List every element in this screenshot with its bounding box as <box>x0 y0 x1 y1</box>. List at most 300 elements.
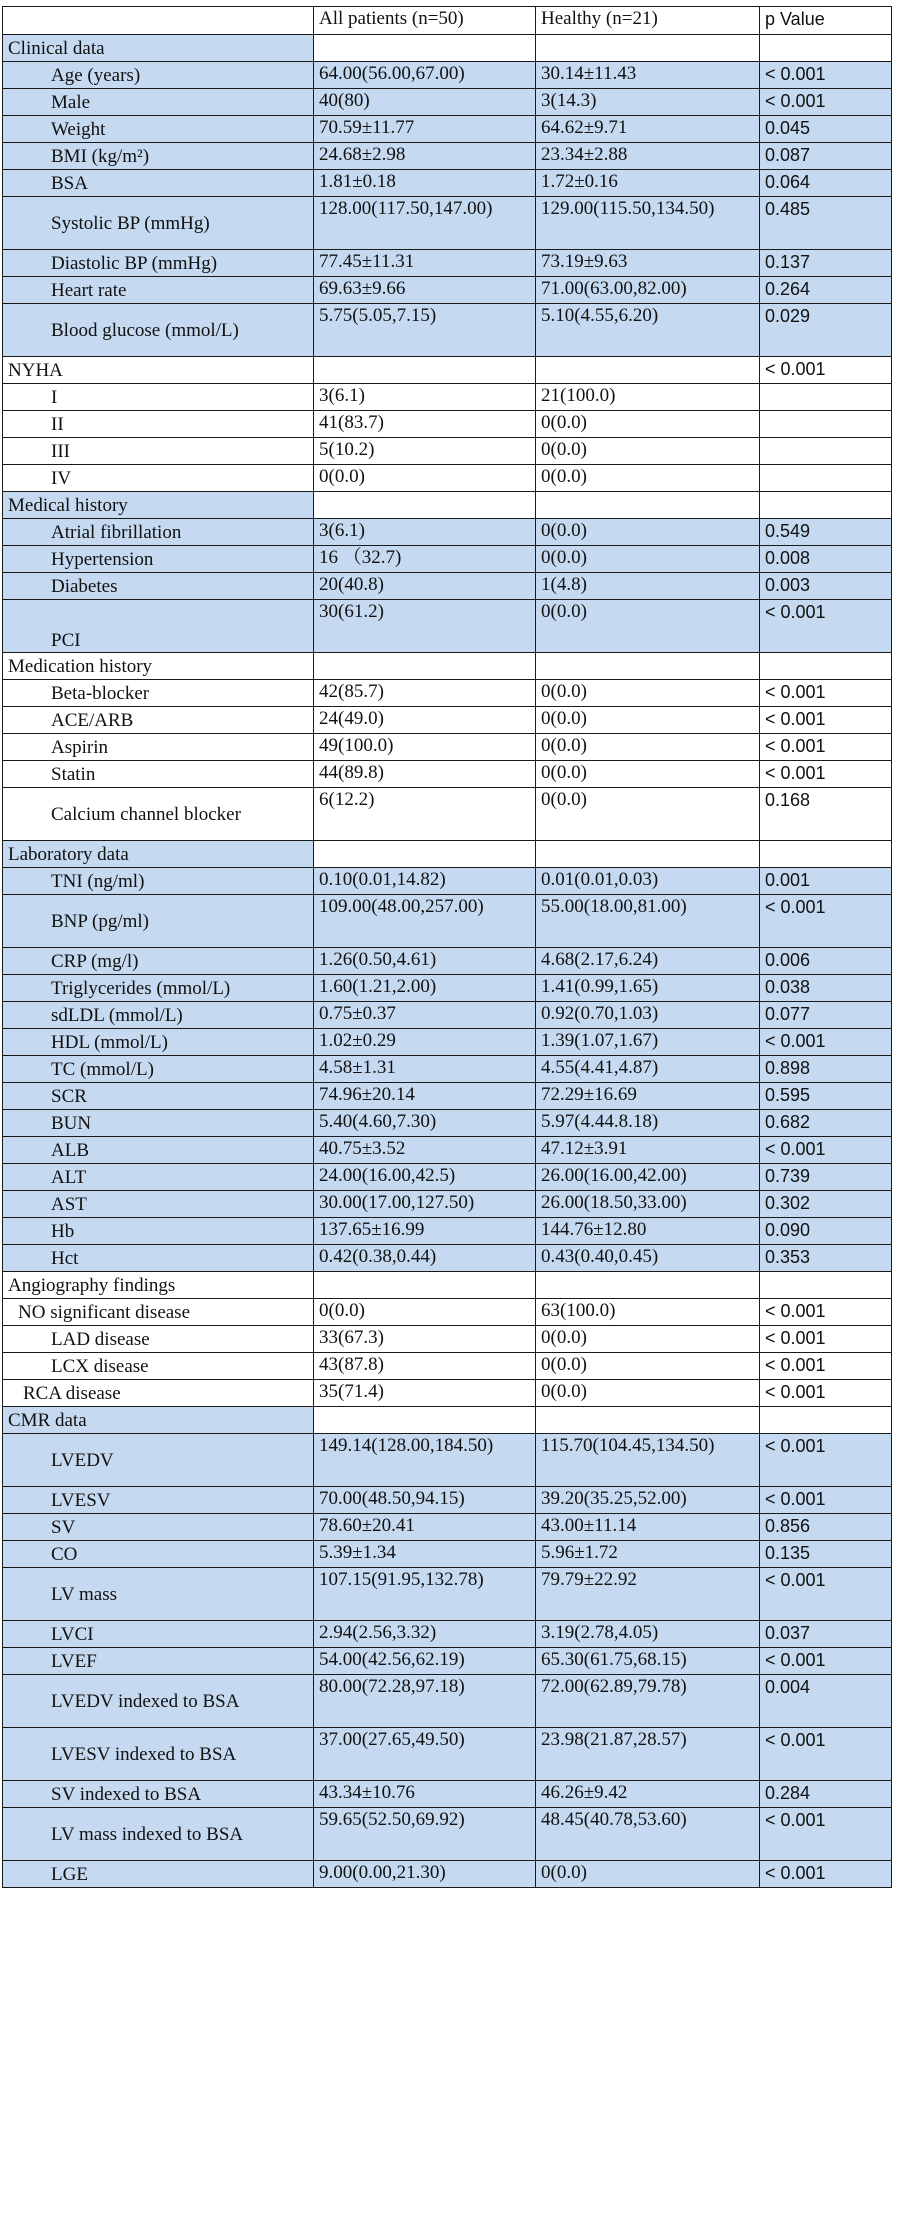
table-row <box>3 1861 892 1888</box>
p-value-cell: 0.064 <box>760 170 892 197</box>
row-label: LV mass indexed to BSA <box>3 1808 314 1861</box>
all-patients-cell <box>314 357 536 384</box>
p-value-cell: < 0.001 <box>760 1487 892 1514</box>
section-row <box>3 653 892 680</box>
all-patients-cell: 109.00(48.00,257.00) <box>314 895 536 948</box>
row-label: ACE/ARB <box>3 707 314 734</box>
table-row <box>3 1781 892 1808</box>
healthy-cell: 1.41(0.99,1.65) <box>536 975 760 1002</box>
healthy-cell: 30.14±11.43 <box>536 62 760 89</box>
row-label: BMI (kg/m²) <box>3 143 314 170</box>
healthy-cell: 55.00(18.00,81.00) <box>536 895 760 948</box>
healthy-cell: 0(0.0) <box>536 1380 760 1407</box>
row-label: LVEF <box>3 1648 314 1675</box>
all-patients-cell: 49(100.0) <box>314 734 536 761</box>
row-label: Beta-blocker <box>3 680 314 707</box>
all-patients-cell: 70.59±11.77 <box>314 116 536 143</box>
healthy-cell: 23.98(21.87,28.57) <box>536 1728 760 1781</box>
row-label: BNP (pg/ml) <box>3 895 314 948</box>
all-patients-cell: 74.96±20.14 <box>314 1083 536 1110</box>
table-body <box>3 35 892 1888</box>
p-value-cell: 0.137 <box>760 250 892 277</box>
healthy-cell: 47.12±3.91 <box>536 1137 760 1164</box>
healthy-cell: 26.00(18.50,33.00) <box>536 1191 760 1218</box>
table-row <box>3 250 892 277</box>
healthy-cell <box>536 653 760 680</box>
healthy-cell <box>536 492 760 519</box>
p-value-cell: 0.168 <box>760 788 892 841</box>
p-value-cell: < 0.001 <box>760 1353 892 1380</box>
healthy-cell: 0.92(0.70,1.03) <box>536 1002 760 1029</box>
p-value-cell: < 0.001 <box>760 62 892 89</box>
row-label: PCI <box>3 600 314 653</box>
all-patients-cell: 5.40(4.60,7.30) <box>314 1110 536 1137</box>
row-label: Angiography findings <box>3 1272 314 1299</box>
row-label: Medical history <box>3 492 314 519</box>
row-label: LVEDV <box>3 1434 314 1487</box>
table-row <box>3 761 892 788</box>
all-patients-cell: 1.81±0.18 <box>314 170 536 197</box>
healthy-cell <box>536 357 760 384</box>
table-row <box>3 1621 892 1648</box>
p-value-cell: 0.004 <box>760 1675 892 1728</box>
table-row <box>3 1056 892 1083</box>
p-value-cell: 0.003 <box>760 573 892 600</box>
header-p-value: p Value <box>760 7 892 35</box>
healthy-cell: 0(0.0) <box>536 546 760 573</box>
p-value-cell: 0.739 <box>760 1164 892 1191</box>
all-patients-cell: 3(6.1) <box>314 519 536 546</box>
row-label: II <box>3 411 314 438</box>
all-patients-cell: 44(89.8) <box>314 761 536 788</box>
healthy-cell: 0(0.0) <box>536 465 760 492</box>
all-patients-cell: 40(80) <box>314 89 536 116</box>
table-row <box>3 868 892 895</box>
table-row <box>3 1675 892 1728</box>
row-label: Hct <box>3 1245 314 1272</box>
all-patients-cell: 137.65±16.99 <box>314 1218 536 1245</box>
healthy-cell: 72.29±16.69 <box>536 1083 760 1110</box>
table-row <box>3 519 892 546</box>
healthy-cell: 5.10(4.55,6.20) <box>536 304 760 357</box>
healthy-cell: 0(0.0) <box>536 600 760 653</box>
all-patients-cell: 1.26(0.50,4.61) <box>314 948 536 975</box>
all-patients-cell: 1.02±0.29 <box>314 1029 536 1056</box>
healthy-cell: 0(0.0) <box>536 761 760 788</box>
healthy-cell: 144.76±12.80 <box>536 1218 760 1245</box>
header-blank <box>3 7 314 35</box>
row-label: HDL (mmol/L) <box>3 1029 314 1056</box>
p-value-cell <box>760 35 892 62</box>
section-row <box>3 841 892 868</box>
row-label: SV <box>3 1514 314 1541</box>
table-row <box>3 1137 892 1164</box>
all-patients-cell: 0.75±0.37 <box>314 1002 536 1029</box>
p-value-cell: 0.038 <box>760 975 892 1002</box>
healthy-cell: 72.00(62.89,79.78) <box>536 1675 760 1728</box>
p-value-cell <box>760 653 892 680</box>
healthy-cell: 129.00(115.50,134.50) <box>536 197 760 250</box>
row-label: Statin <box>3 761 314 788</box>
row-label: Laboratory data <box>3 841 314 868</box>
row-label: LVESV <box>3 1487 314 1514</box>
table-row <box>3 1002 892 1029</box>
table-row <box>3 1029 892 1056</box>
all-patients-cell: 64.00(56.00,67.00) <box>314 62 536 89</box>
p-value-cell: < 0.001 <box>760 1728 892 1781</box>
section-row <box>3 35 892 62</box>
healthy-cell: 39.20(35.25,52.00) <box>536 1487 760 1514</box>
p-value-cell: 0.090 <box>760 1218 892 1245</box>
row-label: LVESV indexed to BSA <box>3 1728 314 1781</box>
p-value-cell: < 0.001 <box>760 1299 892 1326</box>
all-patients-cell: 70.00(48.50,94.15) <box>314 1487 536 1514</box>
section-row <box>3 492 892 519</box>
p-value-cell: 0.029 <box>760 304 892 357</box>
p-value-cell: < 0.001 <box>760 1434 892 1487</box>
healthy-cell: 43.00±11.14 <box>536 1514 760 1541</box>
all-patients-cell: 107.15(91.95,132.78) <box>314 1568 536 1621</box>
table-row <box>3 975 892 1002</box>
row-label: Age (years) <box>3 62 314 89</box>
p-value-cell: 0.037 <box>760 1621 892 1648</box>
all-patients-cell: 80.00(72.28,97.18) <box>314 1675 536 1728</box>
healthy-cell: 0(0.0) <box>536 1353 760 1380</box>
p-value-cell: 0.008 <box>760 546 892 573</box>
table-row <box>3 465 892 492</box>
table-row <box>3 1110 892 1137</box>
p-value-cell: 0.006 <box>760 948 892 975</box>
row-label: LV mass <box>3 1568 314 1621</box>
p-value-cell <box>760 438 892 465</box>
all-patients-cell <box>314 492 536 519</box>
all-patients-cell: 1.60(1.21,2.00) <box>314 975 536 1002</box>
p-value-cell: < 0.001 <box>760 1029 892 1056</box>
p-value-cell <box>760 384 892 411</box>
row-label: LCX disease <box>3 1353 314 1380</box>
p-value-cell <box>760 492 892 519</box>
row-label: CO <box>3 1541 314 1568</box>
healthy-cell: 4.55(4.41,4.87) <box>536 1056 760 1083</box>
table-row <box>3 788 892 841</box>
row-label: LVEDV indexed to BSA <box>3 1675 314 1728</box>
row-label: AST <box>3 1191 314 1218</box>
all-patients-cell: 78.60±20.41 <box>314 1514 536 1541</box>
all-patients-cell: 24.00(16.00,42.5) <box>314 1164 536 1191</box>
row-label: NO significant disease <box>3 1299 314 1326</box>
p-value-cell: < 0.001 <box>760 707 892 734</box>
table-row <box>3 1808 892 1861</box>
p-value-cell: < 0.001 <box>760 895 892 948</box>
table-row <box>3 600 892 653</box>
header-row <box>3 7 892 35</box>
p-value-cell <box>760 411 892 438</box>
healthy-cell: 0(0.0) <box>536 1326 760 1353</box>
row-label: Heart rate <box>3 277 314 304</box>
row-label: Clinical data <box>3 35 314 62</box>
healthy-cell: 73.19±9.63 <box>536 250 760 277</box>
healthy-cell: 71.00(63.00,82.00) <box>536 277 760 304</box>
row-label: Atrial fibrillation <box>3 519 314 546</box>
row-label: BSA <box>3 170 314 197</box>
p-value-cell: 0.135 <box>760 1541 892 1568</box>
healthy-cell: 1.39(1.07,1.67) <box>536 1029 760 1056</box>
all-patients-cell: 0(0.0) <box>314 465 536 492</box>
healthy-cell <box>536 1407 760 1434</box>
all-patients-cell <box>314 35 536 62</box>
healthy-cell: 0(0.0) <box>536 680 760 707</box>
table-row <box>3 1380 892 1407</box>
p-value-cell: < 0.001 <box>760 1808 892 1861</box>
row-label: Blood glucose (mmol/L) <box>3 304 314 357</box>
all-patients-cell: 41(83.7) <box>314 411 536 438</box>
p-value-cell: < 0.001 <box>760 600 892 653</box>
characteristics-table <box>2 6 892 1888</box>
all-patients-cell: 5.75(5.05,7.15) <box>314 304 536 357</box>
p-value-cell: < 0.001 <box>760 1137 892 1164</box>
table-row <box>3 1568 892 1621</box>
healthy-cell: 0(0.0) <box>536 788 760 841</box>
row-label: CRP (mg/l) <box>3 948 314 975</box>
section-row <box>3 1407 892 1434</box>
healthy-cell: 5.96±1.72 <box>536 1541 760 1568</box>
table-row <box>3 1728 892 1781</box>
p-value-cell: 0.898 <box>760 1056 892 1083</box>
healthy-cell: 0.43(0.40,0.45) <box>536 1245 760 1272</box>
healthy-cell <box>536 841 760 868</box>
healthy-cell: 0(0.0) <box>536 519 760 546</box>
row-label: Diabetes <box>3 573 314 600</box>
healthy-cell: 79.79±22.92 <box>536 1568 760 1621</box>
row-label: sdLDL (mmol/L) <box>3 1002 314 1029</box>
table-row <box>3 1541 892 1568</box>
row-label: Hb <box>3 1218 314 1245</box>
table-row <box>3 1326 892 1353</box>
healthy-cell: 48.45(40.78,53.60) <box>536 1808 760 1861</box>
all-patients-cell <box>314 1407 536 1434</box>
all-patients-cell: 54.00(42.56,62.19) <box>314 1648 536 1675</box>
table-row <box>3 116 892 143</box>
row-label: III <box>3 438 314 465</box>
all-patients-cell <box>314 653 536 680</box>
healthy-cell: 65.30(61.75,68.15) <box>536 1648 760 1675</box>
healthy-cell: 63(100.0) <box>536 1299 760 1326</box>
healthy-cell: 0(0.0) <box>536 734 760 761</box>
healthy-cell: 0.01(0.01,0.03) <box>536 868 760 895</box>
p-value-cell: < 0.001 <box>760 357 892 384</box>
all-patients-cell: 0(0.0) <box>314 1299 536 1326</box>
p-value-cell: < 0.001 <box>760 1326 892 1353</box>
all-patients-cell: 0.10(0.01,14.82) <box>314 868 536 895</box>
all-patients-cell: 16 （32.7) <box>314 546 536 573</box>
p-value-cell: < 0.001 <box>760 1861 892 1888</box>
row-label: LAD disease <box>3 1326 314 1353</box>
section-row <box>3 357 892 384</box>
healthy-cell: 1.72±0.16 <box>536 170 760 197</box>
row-label: Diastolic BP (mmHg) <box>3 250 314 277</box>
p-value-cell: 0.682 <box>760 1110 892 1137</box>
p-value-cell: 0.302 <box>760 1191 892 1218</box>
row-label: SCR <box>3 1083 314 1110</box>
row-label: Medication history <box>3 653 314 680</box>
p-value-cell <box>760 1407 892 1434</box>
all-patients-cell: 5(10.2) <box>314 438 536 465</box>
all-patients-cell: 59.65(52.50,69.92) <box>314 1808 536 1861</box>
p-value-cell: < 0.001 <box>760 680 892 707</box>
healthy-cell: 0(0.0) <box>536 707 760 734</box>
healthy-cell: 23.34±2.88 <box>536 143 760 170</box>
table-row <box>3 304 892 357</box>
all-patients-cell: 69.63±9.66 <box>314 277 536 304</box>
p-value-cell: 0.595 <box>760 1083 892 1110</box>
all-patients-cell: 6(12.2) <box>314 788 536 841</box>
all-patients-cell: 4.58±1.31 <box>314 1056 536 1083</box>
healthy-cell: 26.00(16.00,42.00) <box>536 1164 760 1191</box>
table-row <box>3 1083 892 1110</box>
row-label: SV indexed to BSA <box>3 1781 314 1808</box>
table-row <box>3 680 892 707</box>
p-value-cell: 0.549 <box>760 519 892 546</box>
row-label: Systolic BP (mmHg) <box>3 197 314 250</box>
table-row <box>3 384 892 411</box>
all-patients-cell: 0.42(0.38,0.44) <box>314 1245 536 1272</box>
row-label: LVCI <box>3 1621 314 1648</box>
header-healthy: Healthy (n=21) <box>536 7 760 35</box>
p-value-cell <box>760 841 892 868</box>
table-row <box>3 89 892 116</box>
row-label: Male <box>3 89 314 116</box>
row-label: Hypertension <box>3 546 314 573</box>
all-patients-cell: 149.14(128.00,184.50) <box>314 1434 536 1487</box>
all-patients-cell: 128.00(117.50,147.00) <box>314 197 536 250</box>
healthy-cell: 115.70(104.45,134.50) <box>536 1434 760 1487</box>
p-value-cell: < 0.001 <box>760 734 892 761</box>
table-row <box>3 1487 892 1514</box>
healthy-cell: 21(100.0) <box>536 384 760 411</box>
all-patients-cell <box>314 841 536 868</box>
table-row <box>3 1648 892 1675</box>
row-label: TNI (ng/ml) <box>3 868 314 895</box>
row-label: NYHA <box>3 357 314 384</box>
p-value-cell <box>760 465 892 492</box>
table-row <box>3 707 892 734</box>
p-value-cell: 0.485 <box>760 197 892 250</box>
healthy-cell: 5.97(4.44.8.18) <box>536 1110 760 1137</box>
table-row <box>3 170 892 197</box>
p-value-cell: 0.045 <box>760 116 892 143</box>
row-label: BUN <box>3 1110 314 1137</box>
table-row <box>3 1164 892 1191</box>
healthy-cell: 3.19(2.78,4.05) <box>536 1621 760 1648</box>
table-row <box>3 1245 892 1272</box>
table-row <box>3 277 892 304</box>
healthy-cell <box>536 35 760 62</box>
table-row <box>3 948 892 975</box>
all-patients-cell: 42(85.7) <box>314 680 536 707</box>
row-label: Calcium channel blocker <box>3 788 314 841</box>
row-label: RCA disease <box>3 1380 314 1407</box>
table-row <box>3 1353 892 1380</box>
healthy-cell <box>536 1272 760 1299</box>
table-row <box>3 197 892 250</box>
p-value-cell: < 0.001 <box>760 1380 892 1407</box>
table-row <box>3 1218 892 1245</box>
healthy-cell: 64.62±9.71 <box>536 116 760 143</box>
table-row <box>3 62 892 89</box>
table-row <box>3 734 892 761</box>
healthy-cell: 1(4.8) <box>536 573 760 600</box>
all-patients-cell: 24(49.0) <box>314 707 536 734</box>
all-patients-cell: 35(71.4) <box>314 1380 536 1407</box>
all-patients-cell: 9.00(0.00,21.30) <box>314 1861 536 1888</box>
row-label: ALT <box>3 1164 314 1191</box>
all-patients-cell <box>314 1272 536 1299</box>
all-patients-cell: 2.94(2.56,3.32) <box>314 1621 536 1648</box>
table-row <box>3 1299 892 1326</box>
table-row <box>3 546 892 573</box>
healthy-cell: 0(0.0) <box>536 411 760 438</box>
all-patients-cell: 5.39±1.34 <box>314 1541 536 1568</box>
all-patients-cell: 33(67.3) <box>314 1326 536 1353</box>
healthy-cell: 0(0.0) <box>536 438 760 465</box>
table-row <box>3 1514 892 1541</box>
row-label: Aspirin <box>3 734 314 761</box>
p-value-cell: < 0.001 <box>760 1568 892 1621</box>
row-label: ALB <box>3 1137 314 1164</box>
p-value-cell: < 0.001 <box>760 1648 892 1675</box>
p-value-cell: 0.001 <box>760 868 892 895</box>
p-value-cell: < 0.001 <box>760 761 892 788</box>
row-label: LGE <box>3 1861 314 1888</box>
table-row <box>3 895 892 948</box>
healthy-cell: 4.68(2.17,6.24) <box>536 948 760 975</box>
p-value-cell: 0.077 <box>760 1002 892 1029</box>
row-label: Weight <box>3 116 314 143</box>
row-label: I <box>3 384 314 411</box>
all-patients-cell: 37.00(27.65,49.50) <box>314 1728 536 1781</box>
all-patients-cell: 40.75±3.52 <box>314 1137 536 1164</box>
p-value-cell: 0.353 <box>760 1245 892 1272</box>
table-row <box>3 143 892 170</box>
p-value-cell: 0.264 <box>760 277 892 304</box>
table-row <box>3 411 892 438</box>
p-value-cell: 0.087 <box>760 143 892 170</box>
table-row <box>3 1191 892 1218</box>
p-value-cell: < 0.001 <box>760 89 892 116</box>
healthy-cell: 0(0.0) <box>536 1861 760 1888</box>
p-value-cell <box>760 1272 892 1299</box>
p-value-cell: 0.284 <box>760 1781 892 1808</box>
table-row <box>3 573 892 600</box>
all-patients-cell: 77.45±11.31 <box>314 250 536 277</box>
all-patients-cell: 3(6.1) <box>314 384 536 411</box>
header-all-patients: All patients (n=50) <box>314 7 536 35</box>
healthy-cell: 3(14.3) <box>536 89 760 116</box>
row-label: TC (mmol/L) <box>3 1056 314 1083</box>
table-row <box>3 438 892 465</box>
all-patients-cell: 20(40.8) <box>314 573 536 600</box>
all-patients-cell: 43.34±10.76 <box>314 1781 536 1808</box>
table-row <box>3 1434 892 1487</box>
healthy-cell: 46.26±9.42 <box>536 1781 760 1808</box>
row-label: Triglycerides (mmol/L) <box>3 975 314 1002</box>
all-patients-cell: 30.00(17.00,127.50) <box>314 1191 536 1218</box>
all-patients-cell: 30(61.2) <box>314 600 536 653</box>
row-label: IV <box>3 465 314 492</box>
all-patients-cell: 24.68±2.98 <box>314 143 536 170</box>
p-value-cell: 0.856 <box>760 1514 892 1541</box>
row-label: CMR data <box>3 1407 314 1434</box>
